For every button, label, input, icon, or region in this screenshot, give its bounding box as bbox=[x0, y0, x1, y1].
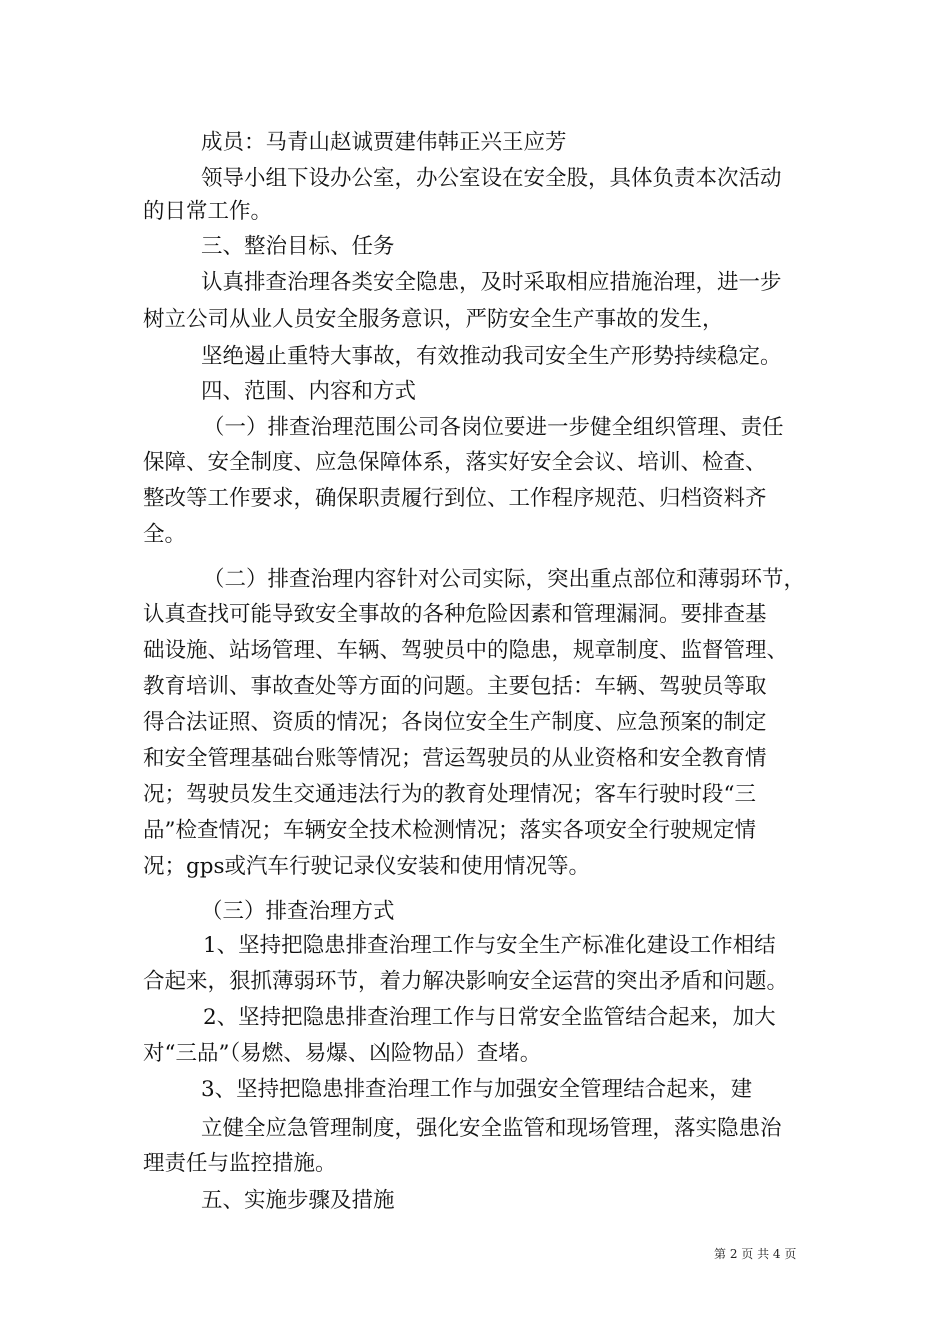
section-heading: 四、范围、内容和方式 bbox=[201, 379, 417, 404]
text-line: 2、坚持把隐患排查治理工作与日常安全监管结合起来，加大 bbox=[203, 1005, 776, 1030]
text-line: 理责任与监控措施。 bbox=[143, 1151, 337, 1176]
section-heading: 五、实施步骤及措施 bbox=[201, 1188, 395, 1213]
text-line: 1、坚持把隐患排查治理工作与安全生产标准化建设工作相结 bbox=[203, 933, 776, 958]
page-number: 第 2 页 共 4 页 bbox=[714, 1247, 797, 1261]
text-line: 的日常工作。 bbox=[143, 199, 273, 224]
subsection-heading: （三）排查治理方式 bbox=[201, 899, 395, 924]
text-line: 对“三品”（易燃、易爆、凶险物品）查堵。 bbox=[143, 1041, 542, 1066]
text-line: 况；gps或汽车行驶记录仪安装和使用情况等。 bbox=[143, 854, 591, 879]
text-line: 教育培训、事故查处等方面的问题。主要包括：车辆、驾驶员等取 bbox=[143, 674, 767, 699]
text-line: 认真排查治理各类安全隐患，及时采取相应措施治理，进一步 bbox=[201, 270, 782, 295]
text-line: 得合法证照、资质的情况；各岗位安全生产制度、应急预案的制定 bbox=[143, 710, 767, 735]
text-line: 品”检查情况；车辆安全技术检测情况；落实各项安全行驶规定情 bbox=[143, 818, 756, 843]
text-line: 认真查找可能导致安全事故的各种危险因素和管理漏洞。要排查基 bbox=[143, 602, 767, 627]
text-line: 保障、安全制度、应急保障体系，落实好安全会议、培训、检查、 bbox=[143, 450, 767, 475]
text-line: 坚绝遏止重特大事故，有效推动我司安全生产形势持续稳定。 bbox=[201, 344, 782, 369]
text-line: （二）排查治理内容针对公司实际，突出重点部位和薄弱环节， bbox=[203, 567, 806, 592]
section-heading: 三、整治目标、任务 bbox=[201, 234, 395, 259]
text-line: 和安全管理基础台账等情况；营运驾驶员的从业资格和安全教育情 bbox=[143, 746, 767, 771]
text-line: 础设施、站场管理、车辆、驾驶员中的隐患，规章制度、监督管理、 bbox=[143, 638, 789, 663]
text-line: 整改等工作要求，确保职责履行到位、工作程序规范、归档资料齐 bbox=[143, 486, 767, 511]
text-line: 成员：马青山赵诚贾建伟韩正兴王应芳 bbox=[201, 130, 567, 155]
text-line: （一）排查治理范围公司各岗位要进一步健全组织管理、责任 bbox=[203, 415, 784, 440]
text-line: 合起来，狠抓薄弱环节，着力解决影响安全运营的突出矛盾和问题。 bbox=[143, 969, 789, 994]
text-line: 3、坚持把隐患排查治理工作与加强安全管理结合起来，建 bbox=[201, 1077, 753, 1102]
text-line: 全。 bbox=[143, 522, 187, 547]
text-line: 树立公司从业人员安全服务意识，严防安全生产事故的发生， bbox=[143, 307, 724, 332]
text-line: 领导小组下设办公室，办公室设在安全股，具体负责本次活动 bbox=[201, 166, 782, 191]
text-line: 立健全应急管理制度，强化安全监管和现场管理，落实隐患治 bbox=[201, 1116, 782, 1141]
text-line: 况；驾驶员发生交通违法行为的教育处理情况；客车行驶时段“三 bbox=[143, 782, 756, 807]
